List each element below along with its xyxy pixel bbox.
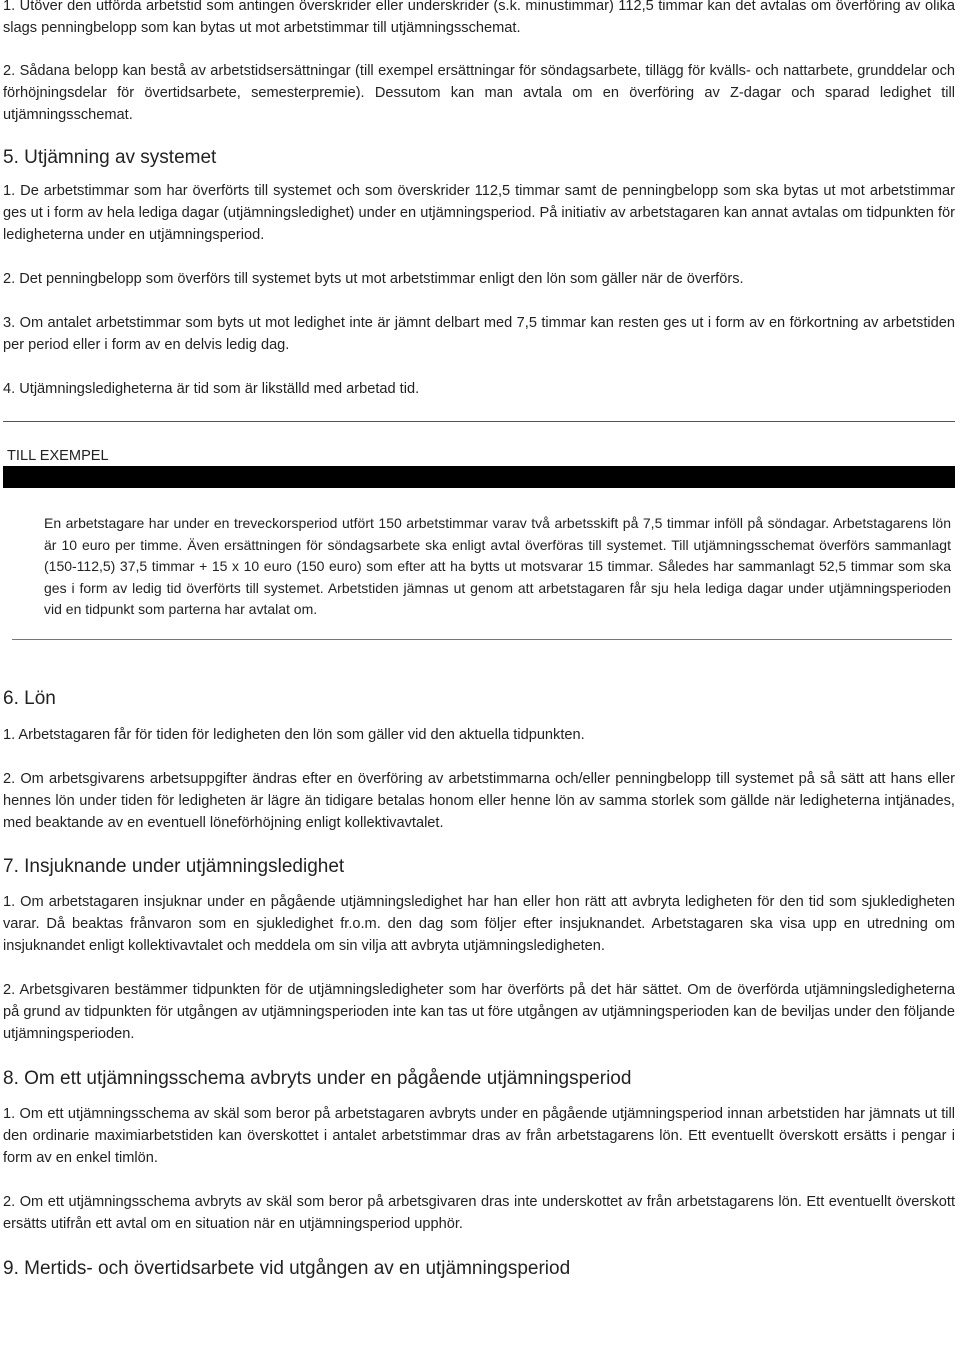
s6-paragraph-2: 2. Om arbetsgivarens arbetsuppgifter ändras efter en överföring av arbetstimmarna och/eller penningbelopp till systemet på så sätt att hans eller hennes lön under tiden för ledigheten är lägre än tidigare betalas honom eller henne lön av samma storlek som gällde när ledigheterna intjänades, med beaktande av en eventuell löneförhöjning enligt kollektivavtalet. — [3, 770, 955, 831]
s5-paragraph-4: 4. Utjämningsledigheterna är tid som är likställd med arbetad tid. — [3, 381, 420, 397]
example-section — [3, 446, 955, 640]
section-divider — [3, 421, 955, 422]
s5-heading: 5. Utjämning av systemet — [3, 147, 217, 168]
example-box — [3, 513, 955, 621]
s4-paragraph-1: 1. Utöver den utförda arbetstid som antingen överskrider eller underskrider (s.k. minustimmar) 112,5 timmar kan det avtalas om överföring av olika slags penningbelopp som kan bytas ut mot arbetstimmar till utjämningsschemat. — [3, 0, 955, 36]
s7-paragraph-1: 1. Om arbetstagaren insjuknar under en pågående utjämningsledighet har han eller hon rätt att avbryta ledigheten för den tid som sjukledigheten varar. Då beaktas frånvaron som en sjukledighet fr.o.m. den dag som följer efter insjuknandet. Arbetstagaren ska visa upp en utredning om insjuknandet enligt kollektivavtalet och meddela om sin vilja att avbryta utjämningsledigheten. — [3, 893, 955, 954]
s6-paragraph-1: 1. Arbetstagaren får för tiden för ledigheten den lön som gäller vid den aktuella tidpunkten. — [3, 726, 585, 743]
s9-heading: 9. Mertids- och övertidsarbete vid utgången av en utjämningsperiod — [3, 1257, 571, 1279]
s7-heading: 7. Insjuknande under utjämningsledighet — [3, 855, 345, 877]
document-page — [3, 0, 955, 1281]
s4-paragraph-2: 2. Sådana belopp kan bestå av arbetstidsersättningar (till exempel ersättningar för söndagsarbete, tillägg för kvälls- och nattarbete, grunddelar och förhöjningsdelar för övertidsarbete, semesterpremie). Dessutom kan man avtala om en överföring av Z-dagar och sparad ledighet till utjämningsschemat. — [3, 63, 955, 123]
s5-paragraph-1: 1. De arbetstimmar som har överförts till systemet och som överskrider 112,5 timmar samt de penningbelopp som ska bytas ut mot arbetstimmar ges ut i form av hela lediga dagar (utjämningsledighet) under en utjämningsperiod. På initiativ av arbetstagaren kan annat avtalas om tidpunkten för ledigheterna under en utjämningsperiod. — [3, 183, 955, 243]
example-header-bar — [3, 466, 955, 488]
s8-heading: 8. Om ett utjämningsschema avbryts under en pågående utjämningsperiod — [3, 1067, 632, 1089]
s6-heading: 6. Lön — [3, 687, 56, 709]
s8-paragraph-2: 2. Om ett utjämningsschema avbryts av skäl som beror på arbetsgivaren dras inte underskottet av från arbetstagarens lön. Ett eventuellt överskott ersätts utifrån ett avtal om en situation när en utjämningsperiod upphör. — [3, 1193, 955, 1232]
s5-paragraph-3: 3. Om antalet arbetstimmar som byts ut mot ledighet inte är jämnt delbart med 7,5 timmar kan resten ges ut i form av en förkortning av arbetstiden per period eller i form av en delvis ledig dag. — [3, 315, 955, 353]
example-bottom-rule — [12, 639, 952, 640]
example-text: En arbetstagare har under en treveckorsperiod utfört 150 arbetstimmar varav två arbetsskift på 7,5 timmar inföll på söndagar. Arbetstagarens lön är 10 euro per timme. Även ersättningen för söndagsarbete ska enligt avtal överföras till systemet. Till utjämningsschemat överförs sammanlagt (150-112,5) 37,5 timmar + 15 x 10 euro (150 euro) som efter att ha bytts ut motsvarar 15 timmar. Således har sammanlagt 52,5 timmar som ska ges i form av ledig tid överförts till systemet. Arbetstiden jämnas ut genom att arbetstagaren får sju hela lediga dagar under utjämningsperioden vid en tidpunkt som parterna har avtalat om. — [44, 515, 951, 617]
s5-paragraph-2: 2. Det penningbelopp som överförs till systemet byts ut mot arbetstimmar enligt den lön som gäller när de överförs. — [3, 271, 744, 287]
s7-paragraph-2: 2. Arbetsgivaren bestämmer tidpunkten för de utjämningsledigheter som har överförts på det här sättet. Om de överförda utjämningsledigheterna på grund av tidpunkten för utgången av utjämningsperioden inte kan tas ut före utgången av utjämningsperioden kan de beviljas under den följande utjämningsperioden. — [3, 981, 955, 1042]
s8-paragraph-1: 1. Om ett utjämningsschema av skäl som beror på arbetstagaren avbryts under en pågående utjämningsperiod innan arbetstiden har jämnats ut till den ordinarie maximiarbetstiden kan överskottet i antalet arbetstimmar dras av från arbetstagarens lön. Ett eventuellt överskott ersätts i pengar i form av en enkel timlön. — [3, 1105, 955, 1166]
example-label: TILL EXEMPEL — [7, 448, 109, 464]
